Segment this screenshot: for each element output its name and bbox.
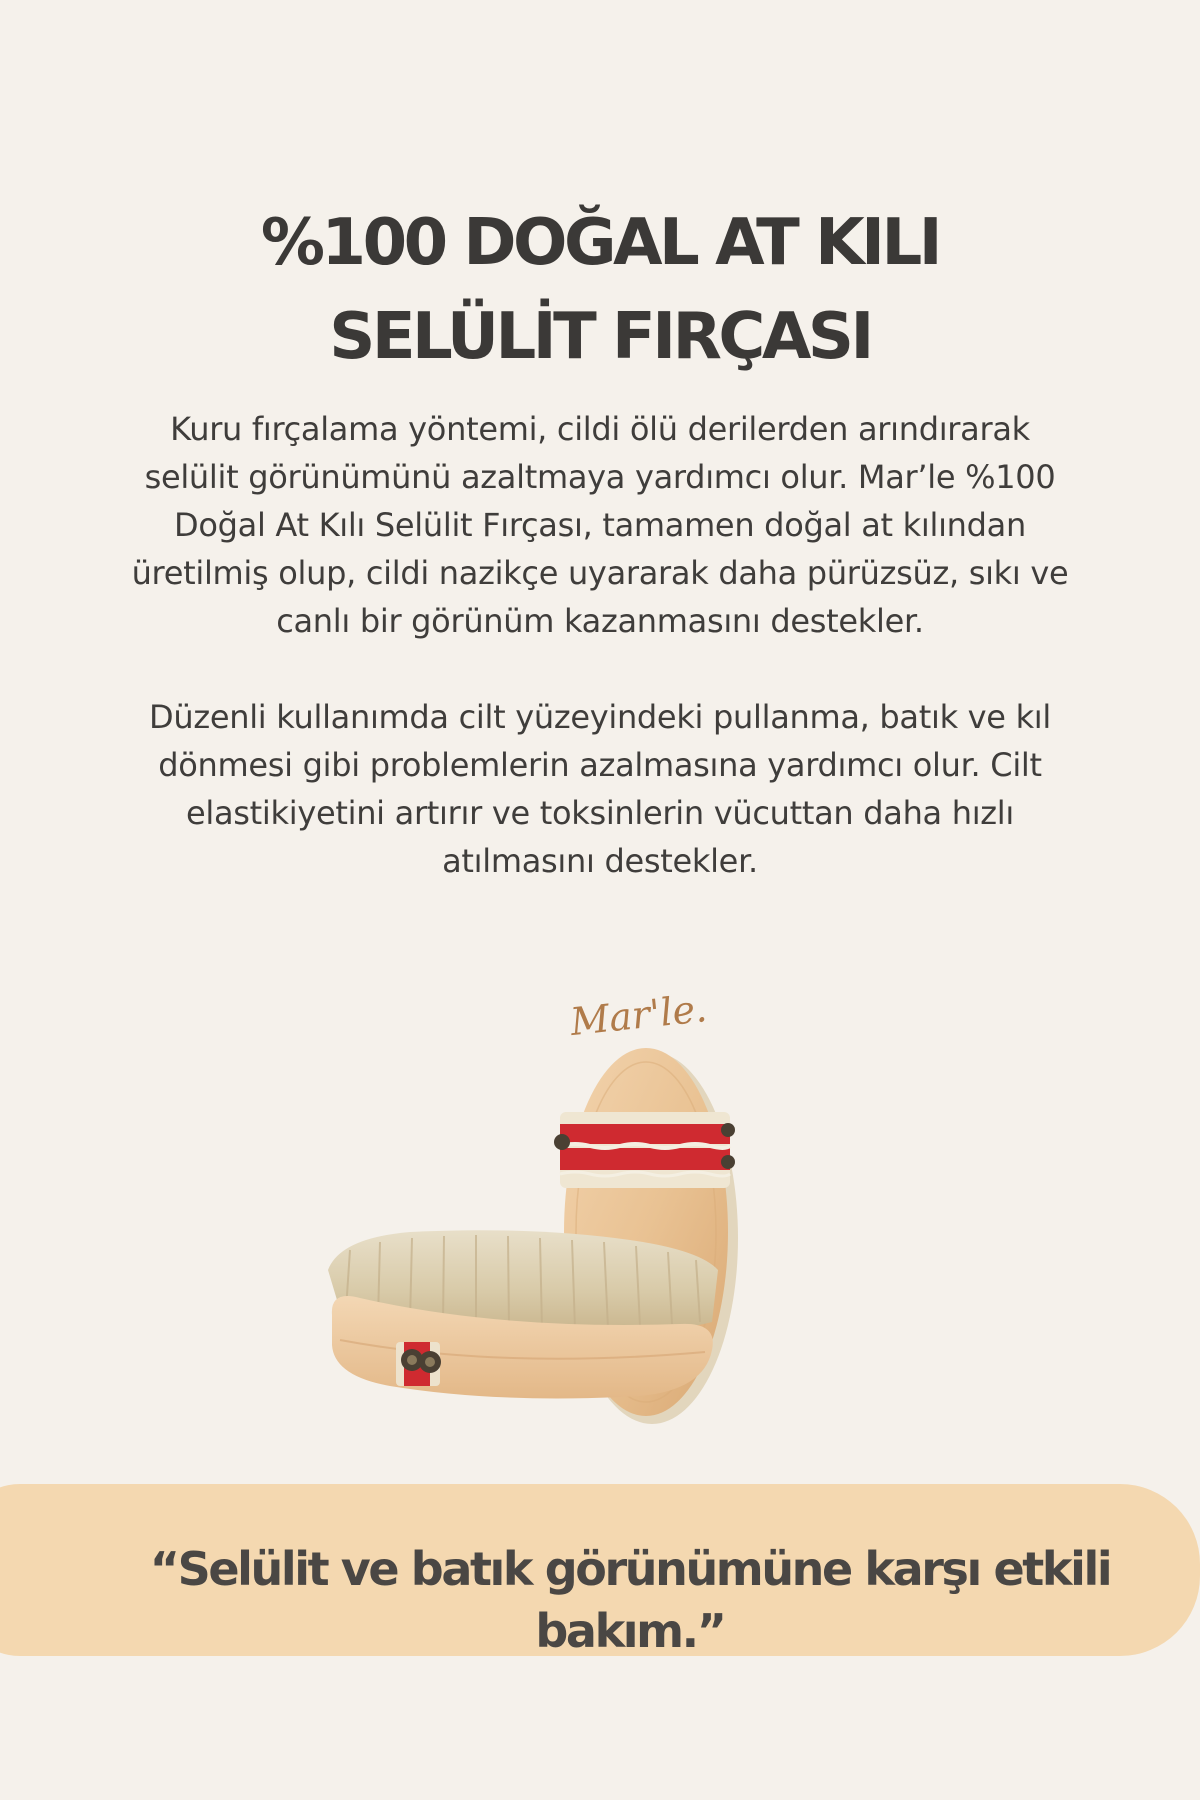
quote-text: “Selülit ve batık görünümüne karşı etkili bakım.” — [149, 1542, 1111, 1658]
brand-logo: Mar'le. — [568, 986, 710, 1045]
description-paragraph-1: Kuru fırçalama yöntemi, cildi ölü derilerden arındırarak selülit görünümünü azaltmaya yardımcı olur. Mar’le %100 Doğal At Kılı Selülit Fırçası, tamamen doğal at kılından üretilmiş olup, cildi nazikçe uyararak daha pürüzsüz, sıkı ve canlı bir görünüm kazanmasını destekler. — [131, 410, 1069, 640]
page-title — [0, 196, 1200, 384]
title-line-1: %100 DOĞAL AT KILI — [260, 206, 940, 280]
description-paragraph-2: Düzenli kullanımda cilt yüzeyindeki pullanma, batık ve kıl dönmesi gibi problemlerin azalmasına yardımcı olur. Cilt elastikiyetini artırır ve toksinlerin vücuttan daha hızlı atılmasını destekler. — [149, 698, 1051, 880]
brush-product-image — [300, 920, 880, 1480]
strap — [554, 1112, 735, 1188]
lying-brush — [328, 1230, 718, 1398]
title-line-2: SELÜLİT FIRÇASI — [329, 300, 871, 374]
